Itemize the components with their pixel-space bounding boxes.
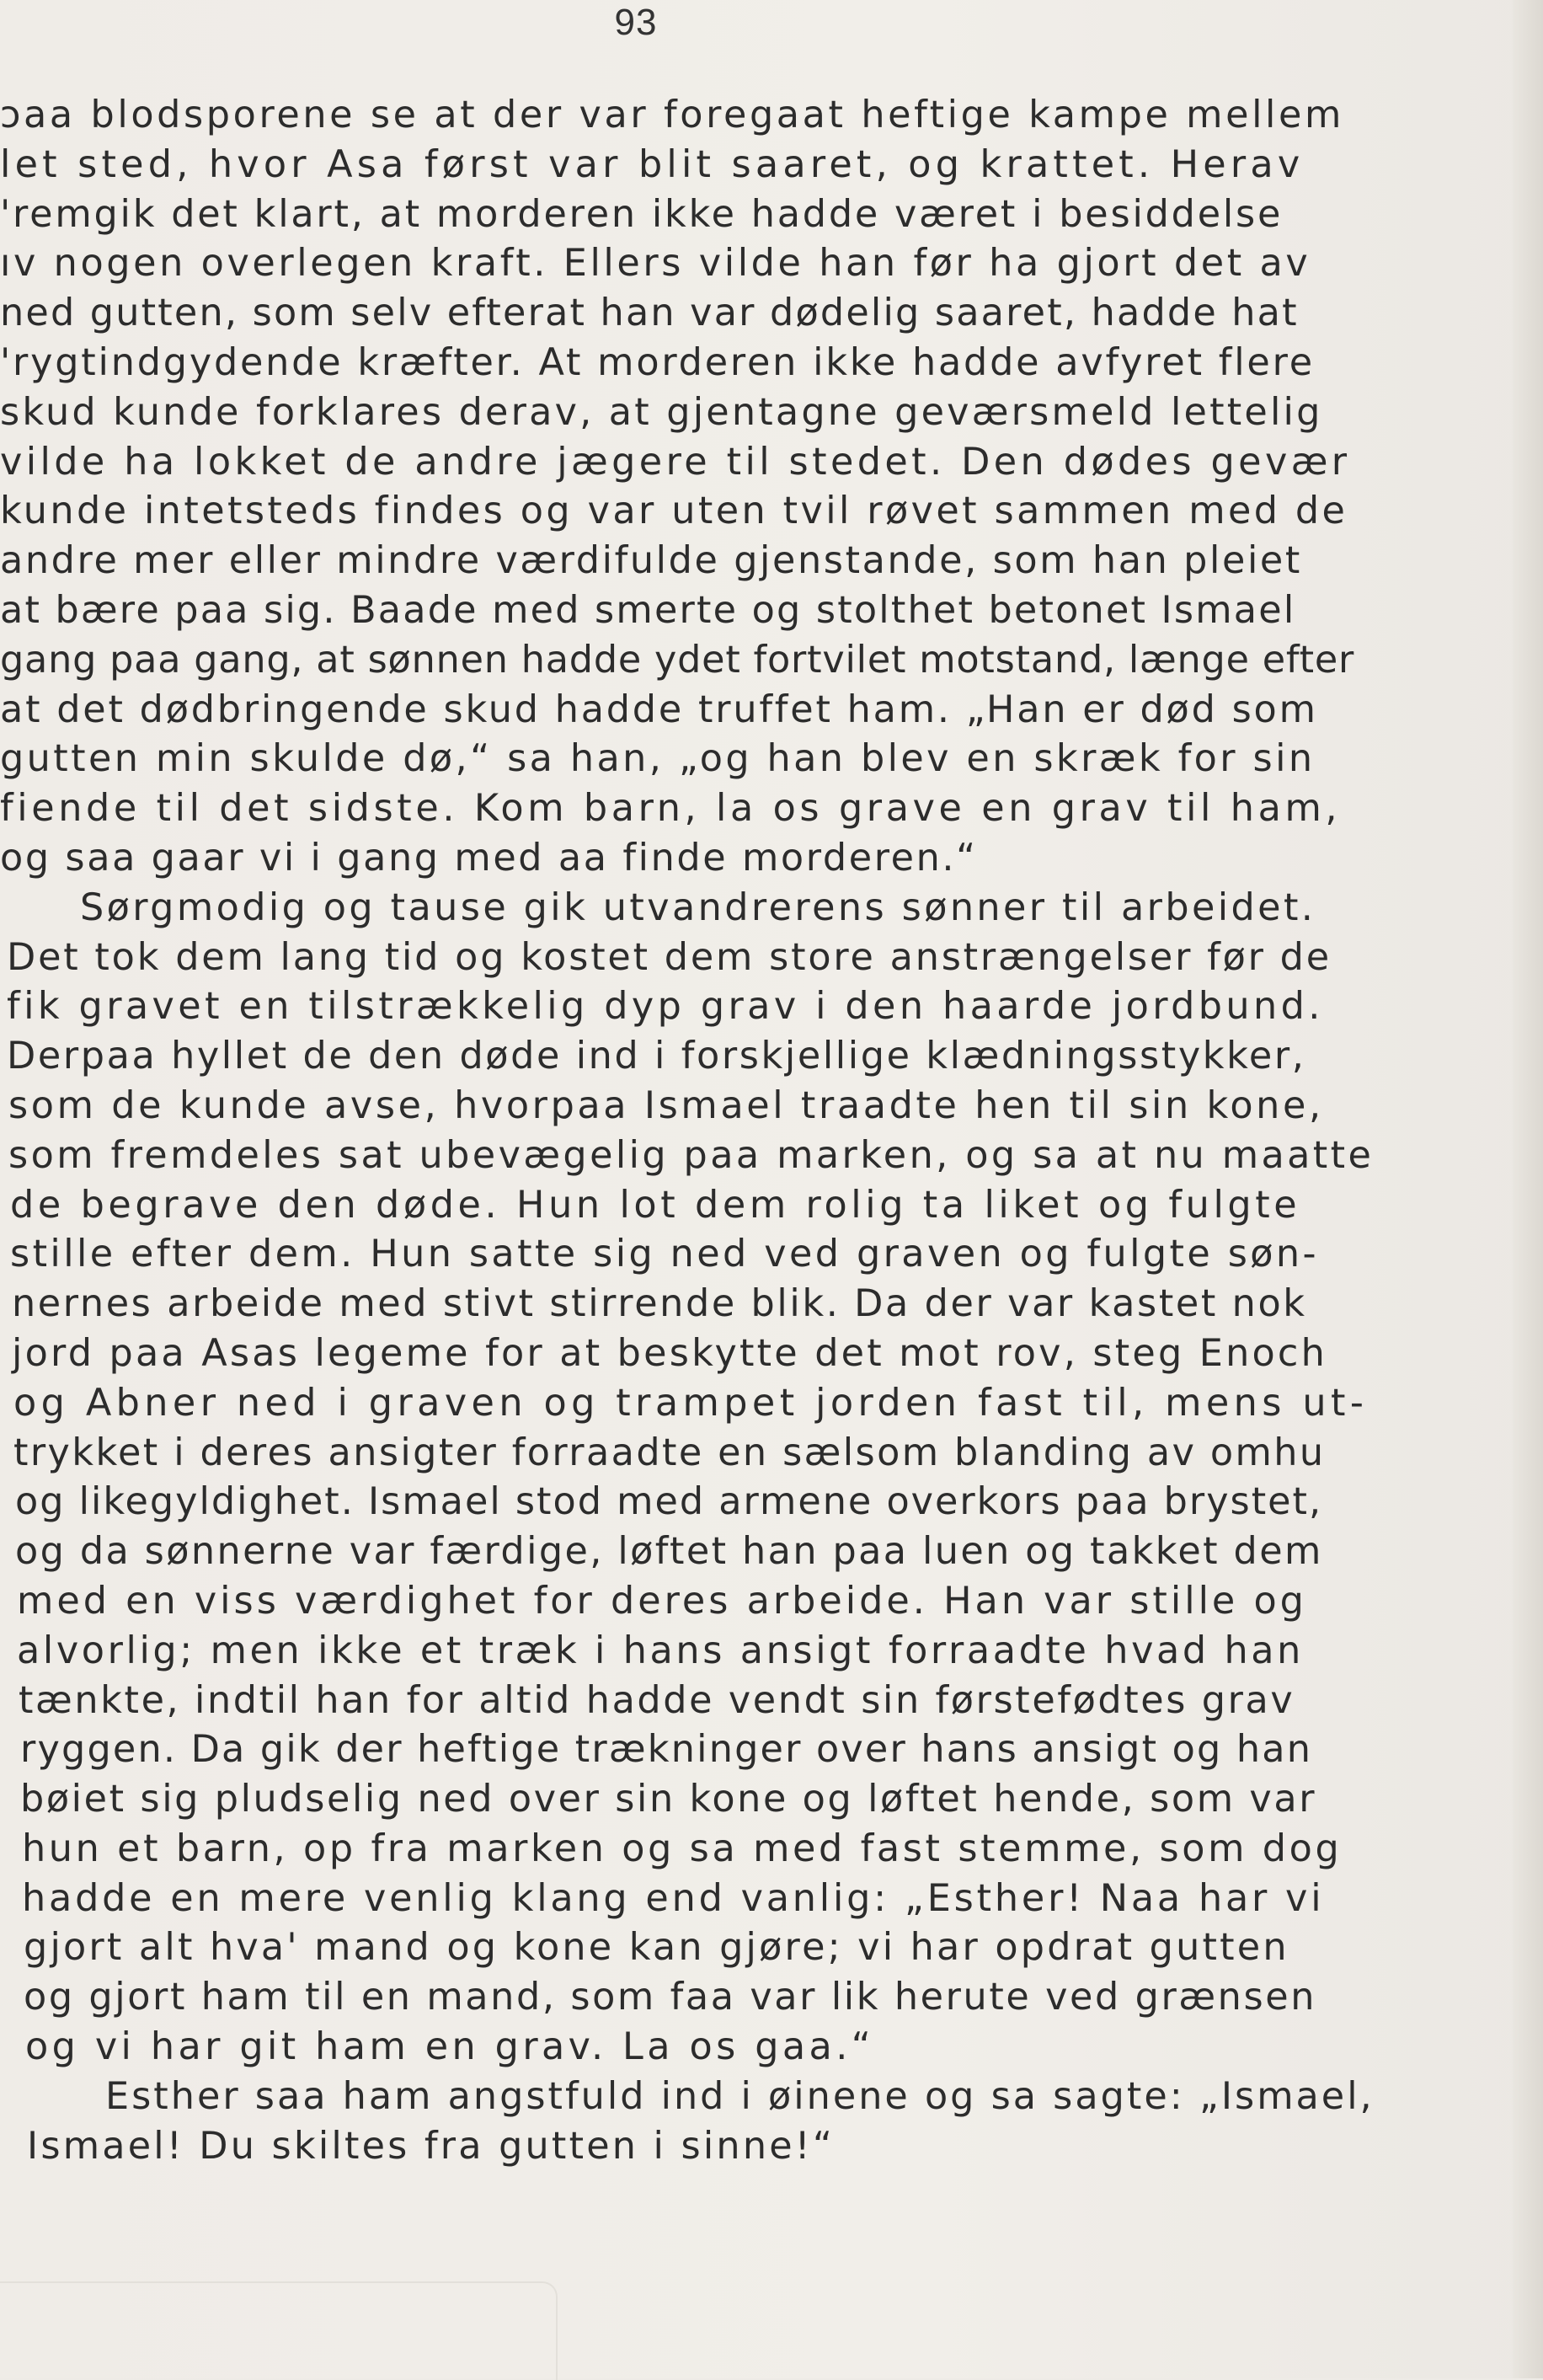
text-line: med en viss værdighet for deres arbeide. Han var stille og xyxy=(17,1579,1307,1623)
text-line: let sted, hvor Asa først var blit saaret, og krattet. Herav xyxy=(0,142,1305,186)
page-number: 93 xyxy=(614,2,658,43)
text-line: trykket i deres ansigter forraadte en sælsom blanding av omhu xyxy=(13,1431,1326,1474)
text-line: og da sønnerne var færdige, løftet han paa luen og takket dem xyxy=(15,1530,1323,1574)
text-line: jord paa Asas legeme for at beskytte det mot rov, steg Enoch xyxy=(12,1331,1328,1375)
text-line: 'remgik det klart, at morderen ikke hadde været i besiddelse xyxy=(0,192,1284,236)
text-line: at det dødbringende skud hadde truffet ham. „Han er død som xyxy=(0,687,1318,731)
text-line: og saa gaar vi i gang med aa finde morderen.“ xyxy=(0,836,978,880)
text-line: de begrave den døde. Hun lot dem rolig ta liket og fulgte xyxy=(10,1183,1301,1227)
text-line: nernes arbeide med stivt stirrende blik. Da der var kastet nok xyxy=(12,1282,1307,1326)
text-line: fiende til det sidste. Kom barn, la os grave en grav til ham, xyxy=(0,787,1342,831)
text-line: Ismael! Du skiltes fra gutten i sinne!“ xyxy=(27,2124,836,2168)
text-line: og likegyldighet. Ismael stod med armene overkors paa brystet, xyxy=(15,1480,1323,1524)
text-line: som de kunde avse, hvorpaa Ismael traadte hen til sin kone, xyxy=(8,1083,1324,1127)
text-line: kunde intetsteds findes og var uten tvil røvet sammen med de xyxy=(0,489,1348,533)
text-line: hun et barn, op fra marken og sa med fast stemme, som dog xyxy=(22,1826,1343,1870)
text-line: ɔaa blodsporene se at der var foregaat heftige kampe mellem xyxy=(0,94,1344,136)
text-line: ryggen. Da gik der heftige trækninger over hans ansigt og han xyxy=(20,1728,1313,1772)
page-edge-shadow xyxy=(1513,0,1543,2378)
text-line: bøiet sig pludselig ned over sin kone og løftet hende, som var xyxy=(20,1778,1317,1821)
text-line: Det tok dem lang tid og kostet dem store anstrængelser før de xyxy=(7,935,1332,979)
text-line: skud kunde forklares derav, at gjentagne geværsmeld lettelig xyxy=(0,390,1323,434)
page-corner-mark xyxy=(0,2281,558,2380)
paragraph-start-line: Esther saa ham angstfuld ind i øinene og sa sagte: „Ismael, xyxy=(105,2074,1375,2118)
text-line: ıv nogen overlegen kraft. Ellers vilde han før ha gjort det av xyxy=(0,242,1311,286)
text-line: andre mer eller mindre værdifulde gjenstande, som han pleiet xyxy=(0,539,1302,583)
text-line: og vi har git ham en grav. La os gaa.“ xyxy=(25,2025,875,2069)
text-line: vilde ha lokket de andre jægere til stedet. Den dødes gevær xyxy=(0,440,1351,484)
text-line: stille efter dem. Hun satte sig ned ved graven og fulgte søn- xyxy=(10,1233,1319,1276)
text-line: ned gutten, som selv efterat han var dødelig saaret, hadde hat xyxy=(0,291,1299,335)
text-line: og Abner ned i graven og trampet jorden fast til, mens ut- xyxy=(13,1381,1369,1425)
text-line: tænkte, indtil han for altid hadde vendt sin førstefødtes grav xyxy=(19,1678,1295,1722)
text-line: som fremdeles sat ubevægelig paa marken, og sa at nu maatte xyxy=(8,1133,1375,1177)
body-text xyxy=(0,91,1375,2171)
text-line: gutten min skulde dø,“ sa han, „og han blev en skræk for sin xyxy=(0,737,1316,781)
text-line: alvorlig; men ikke et træk i hans ansigt forraadte hvad han xyxy=(17,1629,1304,1672)
text-line: gjort alt hva' mand og kone kan gjøre; vi har opdrat gutten xyxy=(24,1926,1289,1970)
text-line: Derpaa hyllet de den døde ind i forskjellige klædningsstykker, xyxy=(7,1035,1306,1078)
text-line: gang paa gang, at sønnen hadde ydet fortvilet motstand, længe efter xyxy=(0,638,1355,682)
text-line: hadde en mere venlig klang end vanlig: „Esther! Naa har vi xyxy=(22,1876,1325,1920)
paragraph-start-line: Sørgmodig og tause gik utvandrerens sønner til arbeidet. xyxy=(80,885,1316,929)
text-line: at bære paa sig. Baade med smerte og stolthet betonet Ismael xyxy=(0,588,1296,632)
text-line: fik gravet en tilstrækkelig dyp grav i den haarde jordbund. xyxy=(7,985,1324,1029)
text-line: 'rygtindgydende kræfter. At morderen ikke hadde avfyret flere xyxy=(0,340,1315,384)
text-line: og gjort ham til en mand, som faa var lik herute ved grænsen xyxy=(24,1976,1317,2019)
